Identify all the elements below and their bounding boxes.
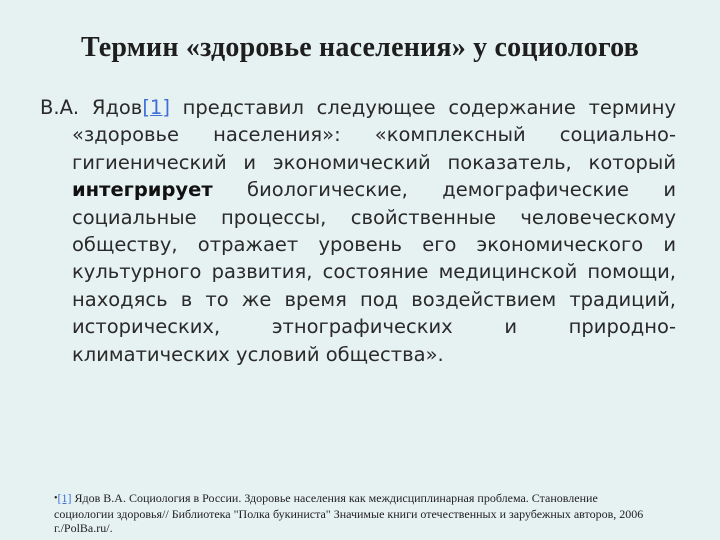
- body-text-before-emphasis: представил следующее содержание термину «здоровье населения»: «комплексный социально-гигиенический и экономический показатель, который: [72, 96, 676, 174]
- emphasized-word: интегрирует: [72, 178, 213, 202]
- footnote: [54, 491, 654, 536]
- author-name: В.А. Ядов: [40, 96, 143, 119]
- slide-title: Термин «здоровье населения» у социологов: [80, 32, 640, 63]
- footnote-reference-link[interactable]: [1]: [142, 96, 170, 119]
- body-paragraph: [40, 94, 676, 368]
- body-text-after-emphasis: биологические, демографические и социальные процессы, свойственные человеческому обществу, отражает уровень его экономического и культурного развития, состояние медицинской помощи, находясь в то же время под воздействием традиций, исторических, этнографических и природно-климатических условий общества».: [72, 178, 676, 366]
- footnote-text: Ядов В.А. Социология в России. Здоровье населения как междисциплинарная проблема. Становление социологии здоровья// Библиотека "Полка букиниста" Значимые книги отечественных и зарубежных авторов, 2006 г./PolBa.ru/.: [54, 491, 644, 535]
- footnote-bullet: •: [54, 493, 58, 504]
- footnote-marker-link[interactable]: [1]: [57, 491, 72, 505]
